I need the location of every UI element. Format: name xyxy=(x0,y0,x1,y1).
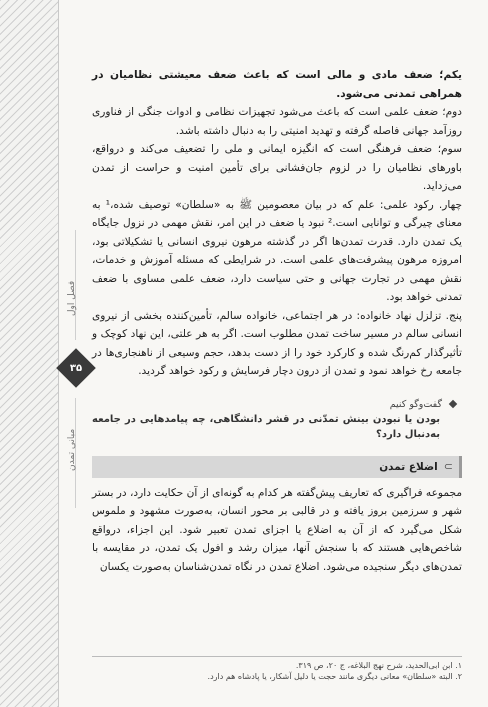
paragraph-2: دوم؛ ضعف علمی است که باعث می‌شود تجهیزات نظامی و ادوات جنگی از فناوری روزآمد جهانی فاصله گرفته و تهدید امنیتی را به دنبال داشته باشد. xyxy=(92,106,462,137)
footnote-2: ۲. البته «سلطان» معانی دیگری مانند حجت یا دلیل آشکار، یا پادشاه هم دارد. xyxy=(207,672,462,681)
page-number: ۳۵ xyxy=(69,362,83,374)
section-header xyxy=(92,456,462,478)
paragraph-4: چهار. رکود علمی: علم که در بیان معصومین ﷺ به «سلطان» توصیف شده،¹ به معنای چیرگی و توانایی است.² نبود یا ضعف در این امر، نقش مهمی در نزول جایگاه یک تمدن دارد. قدرت تمدن‌ها اگر در گذشته مرهون نیروی انسانی یا تشکیلاتی بود، امروزه مرهون پیشرفت‌های علمی است. در شرایطی که مسئله آموزش و خدمات، نقش مهمی در تجارت جهانی و حتی سیاست دارد، ضعف علمی مساوی با ضعف تمدنی خواهد بود. xyxy=(92,198,462,303)
discussion-header xyxy=(92,397,456,412)
diamond-bullet-icon xyxy=(449,400,457,408)
discussion-box xyxy=(92,397,462,442)
section-title: اضلاع تمدن xyxy=(379,460,438,473)
book-label: مبانی تمدن xyxy=(67,428,77,472)
section-paragraph: مجموعه فراگیری که تعاریف پیش‌گفته هر کدام به گونه‌ای از آن حکایت دارد، در بستر شهر و سرزمین بروز یافته و در قالبی بر محور انسان، به‌صورت مشهود و ملموس شکل می‌گیرد که از آن به اضلاع یا اجزای تمدن تعبیر شود. این اجزاء، درواقع شاخص‌هایی هستند که با سنجش آنها، میزان رشد و افول یک تمدن، در مقایسه با تمدن‌های دیگر سنجیده می‌شود. اضلاع تمدن در نگاه تمدن‌شناسان به‌صورت یکسان xyxy=(92,486,462,573)
paragraph-5: پنج. تزلزل نهاد خانواده: در هر اجتماعی، خانواده سالم، تأمین‌کننده بخشی از نیروی انسانی سالم در مسیر ساخت تمدن مطلوب است. اگر به هر علتی، این نهاد کوچک و تأثیرگذار کم‌رنگ شده و کارکرد خود را از دست بدهد، حجم وسیعی از ناهنجاری‌ها در جامعه رخ خواهد نمود و تمدن از درون دچار فرسایش و رکود خواهد گردید. xyxy=(92,309,462,377)
section-arrow-icon: ⊃ xyxy=(443,460,453,473)
paragraph-3: سوم؛ ضعف فرهنگی است که انگیزه ایمانی و ملی را تضعیف می‌کند و درواقع، باورهای نظامیان را در لزوم جان‌فشانی برای تأمین امنیت و حراست از تمدن می‌زداید. xyxy=(92,143,462,192)
main-text xyxy=(92,66,462,576)
discussion-label: گفت‌وگو کنیم xyxy=(389,398,442,410)
chapter-label: فصل اول xyxy=(67,280,77,316)
paragraph-1: یکم؛ ضعف مادی و مالی است که باعث ضعف معیشتی نظامیان در همراهی تمدنی می‌شود. xyxy=(92,69,462,100)
footnotes xyxy=(92,656,462,682)
discussion-question: بودن یا نبودن بینش تمدّنی در قشر دانشگاهی، چه پیامدهایی در جامعه به‌دنبال دارد؟ xyxy=(92,413,440,440)
margin-pattern xyxy=(0,0,59,707)
footnote-1: ۱. ابن ابی‌الحدید، شرح نهج البلاغه، ج ۲۰، ص ۳۱۹. xyxy=(295,661,462,670)
